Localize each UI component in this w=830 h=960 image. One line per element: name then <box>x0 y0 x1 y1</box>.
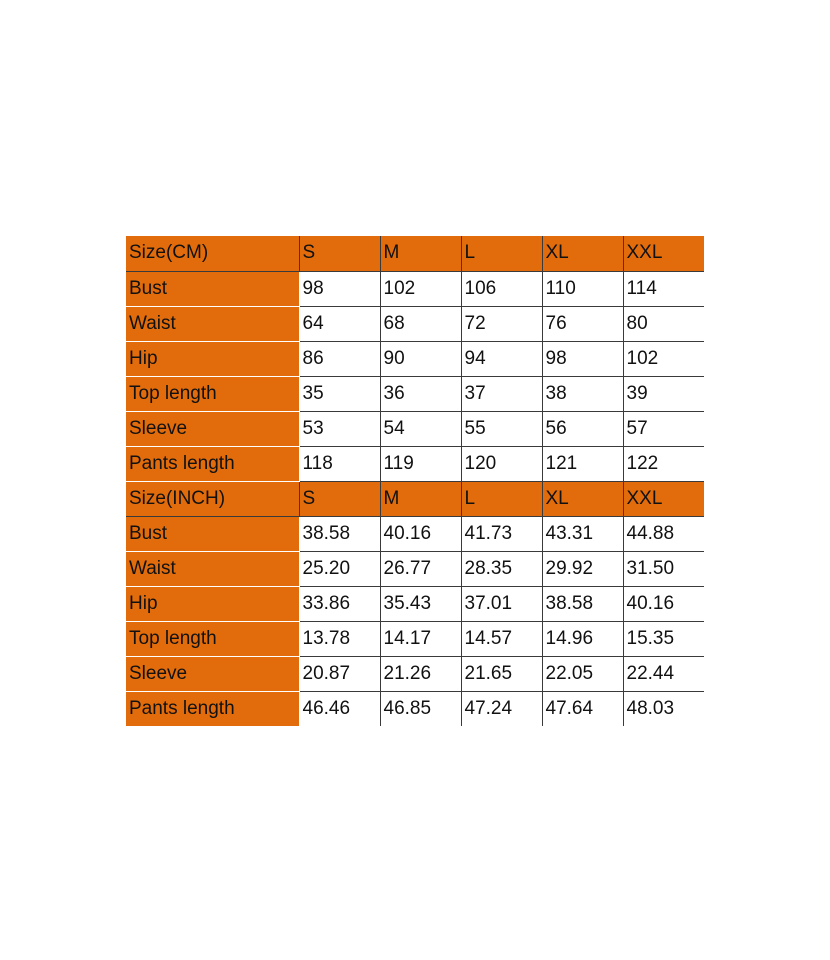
measurement-value: 14.57 <box>461 621 542 656</box>
measurement-label: Hip <box>126 586 299 621</box>
measurement-value: 68 <box>380 306 461 341</box>
size-header-l-inch: L <box>461 481 542 516</box>
measurement-value: 90 <box>380 341 461 376</box>
measurement-value: 25.20 <box>299 551 380 586</box>
measurement-value: 48.03 <box>623 691 704 726</box>
measurement-value: 76 <box>542 306 623 341</box>
measurement-value: 41.73 <box>461 516 542 551</box>
measurement-value: 31.50 <box>623 551 704 586</box>
size-header-s-inch: S <box>299 481 380 516</box>
measurement-value: 122 <box>623 446 704 481</box>
measurement-value: 38.58 <box>542 586 623 621</box>
measurement-value: 102 <box>380 271 461 306</box>
size-unit-header-inch: Size(INCH) <box>126 481 299 516</box>
measurement-value: 80 <box>623 306 704 341</box>
measurement-value: 14.17 <box>380 621 461 656</box>
measurement-value: 26.77 <box>380 551 461 586</box>
table-row <box>126 271 704 306</box>
measurement-value: 33.86 <box>299 586 380 621</box>
measurement-value: 94 <box>461 341 542 376</box>
measurement-value: 57 <box>623 411 704 446</box>
measurement-value: 47.24 <box>461 691 542 726</box>
measurement-value: 40.16 <box>623 586 704 621</box>
size-chart-table <box>126 236 704 726</box>
measurement-value: 72 <box>461 306 542 341</box>
measurement-value: 37.01 <box>461 586 542 621</box>
measurement-value: 15.35 <box>623 621 704 656</box>
size-header-xl-cm: XL <box>542 236 623 271</box>
table-row <box>126 656 704 691</box>
measurement-value: 35.43 <box>380 586 461 621</box>
measurement-label: Waist <box>126 306 299 341</box>
measurement-value: 98 <box>542 341 623 376</box>
measurement-value: 119 <box>380 446 461 481</box>
measurement-value: 29.92 <box>542 551 623 586</box>
measurement-value: 118 <box>299 446 380 481</box>
measurement-value: 56 <box>542 411 623 446</box>
measurement-value: 37 <box>461 376 542 411</box>
measurement-value: 102 <box>623 341 704 376</box>
measurement-value: 22.05 <box>542 656 623 691</box>
measurement-value: 64 <box>299 306 380 341</box>
measurement-value: 106 <box>461 271 542 306</box>
measurement-label: Waist <box>126 551 299 586</box>
measurement-value: 120 <box>461 446 542 481</box>
size-header-l-cm: L <box>461 236 542 271</box>
table-row <box>126 586 704 621</box>
measurement-value: 53 <box>299 411 380 446</box>
measurement-label: Hip <box>126 341 299 376</box>
header-row-inch <box>126 481 704 516</box>
measurement-value: 28.35 <box>461 551 542 586</box>
table-row <box>126 516 704 551</box>
measurement-label: Sleeve <box>126 656 299 691</box>
size-header-xxl-cm: XXL <box>623 236 704 271</box>
size-header-m-cm: M <box>380 236 461 271</box>
table-row <box>126 621 704 656</box>
measurement-value: 47.64 <box>542 691 623 726</box>
measurement-value: 55 <box>461 411 542 446</box>
measurement-value: 38 <box>542 376 623 411</box>
measurement-value: 13.78 <box>299 621 380 656</box>
measurement-value: 20.87 <box>299 656 380 691</box>
measurement-value: 54 <box>380 411 461 446</box>
measurement-value: 98 <box>299 271 380 306</box>
measurement-label: Pants length <box>126 691 299 726</box>
measurement-value: 46.46 <box>299 691 380 726</box>
measurement-label: Bust <box>126 271 299 306</box>
table-row <box>126 691 704 726</box>
size-header-s-cm: S <box>299 236 380 271</box>
measurement-label: Sleeve <box>126 411 299 446</box>
measurement-value: 38.58 <box>299 516 380 551</box>
measurement-value: 43.31 <box>542 516 623 551</box>
table-row <box>126 306 704 341</box>
size-header-xxl-inch: XXL <box>623 481 704 516</box>
size-header-xl-inch: XL <box>542 481 623 516</box>
table-row <box>126 446 704 481</box>
size-chart <box>126 236 704 726</box>
table-row <box>126 376 704 411</box>
header-row-cm <box>126 236 704 271</box>
measurement-value: 21.65 <box>461 656 542 691</box>
measurement-value: 39 <box>623 376 704 411</box>
measurement-value: 22.44 <box>623 656 704 691</box>
measurement-value: 121 <box>542 446 623 481</box>
size-unit-header-cm: Size(CM) <box>126 236 299 271</box>
measurement-value: 35 <box>299 376 380 411</box>
table-row <box>126 551 704 586</box>
size-header-m-inch: M <box>380 481 461 516</box>
measurement-value: 40.16 <box>380 516 461 551</box>
measurement-value: 46.85 <box>380 691 461 726</box>
measurement-value: 21.26 <box>380 656 461 691</box>
measurement-value: 14.96 <box>542 621 623 656</box>
measurement-value: 44.88 <box>623 516 704 551</box>
measurement-label: Top length <box>126 621 299 656</box>
measurement-label: Pants length <box>126 446 299 481</box>
measurement-label: Bust <box>126 516 299 551</box>
measurement-label: Top length <box>126 376 299 411</box>
measurement-value: 114 <box>623 271 704 306</box>
measurement-value: 86 <box>299 341 380 376</box>
table-row <box>126 411 704 446</box>
table-row <box>126 341 704 376</box>
measurement-value: 36 <box>380 376 461 411</box>
measurement-value: 110 <box>542 271 623 306</box>
